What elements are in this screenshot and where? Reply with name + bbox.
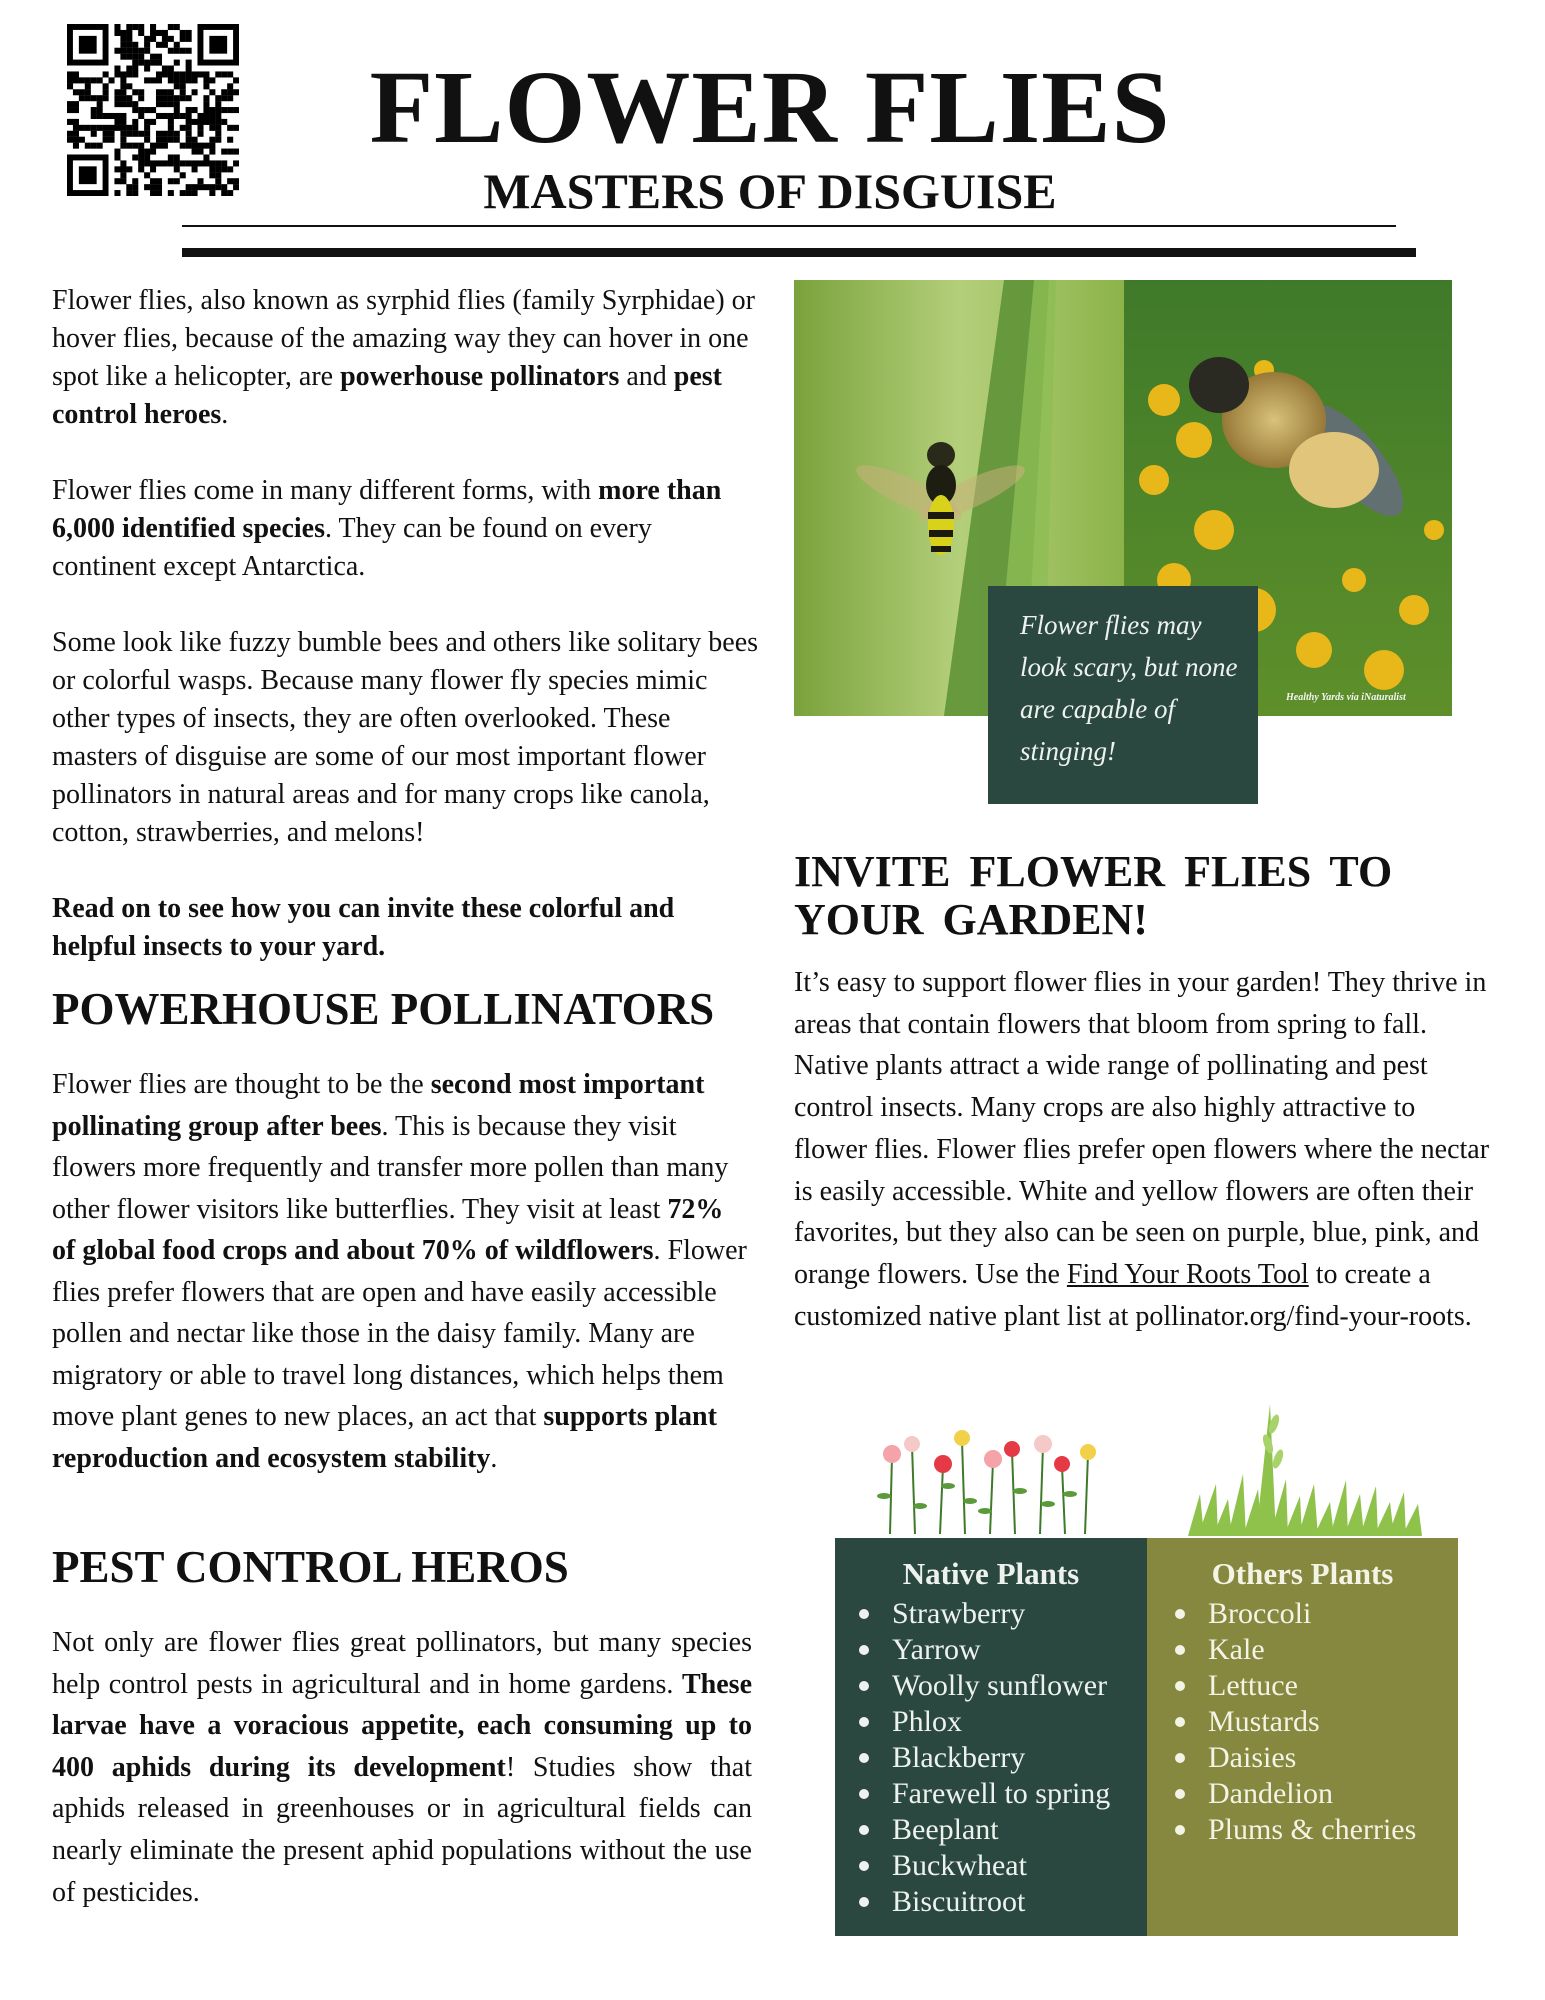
text-run: . This is because they visit flowers more frequently and transfer more pollen than many other flower visitors like butterflies. They visit at least [52, 1110, 729, 1225]
bullet-icon [1175, 1681, 1185, 1691]
plant-name: Farewell to spring [892, 1777, 1111, 1810]
intro-paragraph-3 [52, 624, 762, 852]
bold-text: second most important pollinating group after bees [52, 1069, 705, 1142]
bullet-icon [859, 1609, 869, 1619]
plant-name: Phlox [892, 1705, 963, 1738]
other-plants-title: Others Plants [1211, 1556, 1394, 1591]
native-plants-box [835, 1538, 1147, 1936]
pollinators-paragraph [52, 1064, 752, 1479]
page-subtitle: MASTERS OF DISGUISE [483, 163, 1057, 219]
bold-text: Read on to see how you can invite these colorful and helpful insects to your yard. [52, 893, 675, 962]
intro-paragraph-1 [52, 282, 762, 434]
photo-caption: Flower flies may look scary, but none are capable of stinging! [1020, 610, 1238, 766]
header-divider-thin [182, 225, 1396, 227]
bold-text: powerhouse pollinators [340, 361, 620, 392]
text-run: . Flower flies prefer flowers that are open and have easily accessible pollen and nectar like those in the daisy family. Many are migratory or able to travel long distances, which helps them move plant genes to new places, an act that [52, 1235, 747, 1432]
plant-list-item [845, 1884, 1147, 1920]
bullet-icon [859, 1861, 869, 1871]
plant-name: Biscuitroot [892, 1885, 1026, 1918]
plant-name: Blackberry [892, 1741, 1026, 1774]
plant-list-item [1161, 1668, 1458, 1704]
text-run: . They can be found on every continent except Antarctica. [52, 513, 652, 582]
native-plants-list [845, 1596, 1147, 1920]
pest-control-section [52, 1622, 752, 1913]
pollinators-heading: POWERHOUSE POLLINATORS [52, 984, 715, 1034]
qr-code[interactable] [67, 24, 239, 196]
intro-paragraph-2 [52, 472, 762, 586]
page-title: FLOWER FLIES [369, 50, 1171, 165]
native-plants-title: Native Plants [902, 1556, 1080, 1591]
other-plants-list [1161, 1596, 1458, 1848]
text-run: . [221, 399, 229, 430]
invite-text-start: It’s easy to support flower flies in your garden! They thrive in areas that contain flowers that bloom from spring to fall. Native plants attract a wide range of pollinating and pest control insects. Many crops are also highly attractive to flower flies. Flower flies prefer open flowers where the nectar is easily accessible. White and yellow flowers are often their favorites, but they also can be seen on purple, blue, pink, and orange flowers. Use the [794, 967, 1490, 1290]
text-run: ! Studies show that aphids released in greenhouses or in agricultural fields can nearly eliminate the present aphid populations without the use of pesticides. [52, 1751, 752, 1908]
plant-name: Plums & cherries [1208, 1813, 1417, 1846]
text-run: . [490, 1442, 498, 1474]
text-run: and [619, 361, 674, 392]
plant-list-item [1161, 1704, 1458, 1740]
header-divider-thick [182, 248, 1416, 257]
other-plants-box [1147, 1538, 1458, 1936]
bullet-icon [1175, 1645, 1185, 1655]
plant-name: Kale [1208, 1633, 1265, 1666]
bold-text: These larvae have a voracious appetite, each consuming up to 400 aphids during its development [52, 1668, 752, 1783]
text-run: Not only are flower flies great pollinators, but many species help control pests in agricultural and in home gardens. [52, 1627, 752, 1700]
plant-list-item [845, 1704, 1147, 1740]
plant-name: Strawberry [892, 1597, 1026, 1630]
bold-text: 72% of global food crops and about 70% of wildflowers [52, 1193, 724, 1266]
plant-list-item [1161, 1632, 1458, 1668]
text-run: Flower flies come in many different forms, with [52, 475, 599, 506]
plant-list-item [845, 1776, 1147, 1812]
plant-name: Yarrow [892, 1633, 981, 1666]
bullet-icon [1175, 1717, 1185, 1727]
photo-credit: Healthy Yards via iNaturalist [1286, 692, 1406, 703]
bullet-icon [859, 1681, 869, 1691]
bullet-icon [859, 1645, 869, 1655]
bullet-icon [859, 1717, 869, 1727]
pest-control-paragraph [52, 1622, 752, 1913]
plant-name: Beeplant [892, 1813, 999, 1846]
find-your-roots-link[interactable]: Find Your Roots Tool [1066, 1258, 1309, 1290]
invite-heading: INVITE FLOWER FLIES TO YOUR GARDEN! [794, 847, 1393, 944]
bullet-icon [1175, 1789, 1185, 1799]
plant-name: Lettuce [1208, 1669, 1298, 1702]
plant-list-item [1161, 1596, 1458, 1632]
invite-paragraph [794, 962, 1494, 1337]
bullet-icon [859, 1897, 869, 1907]
bullet-icon [1175, 1825, 1185, 1835]
pest-control-heading: PEST CONTROL HEROS [52, 1542, 569, 1592]
text-run: Flower flies are thought to be the [52, 1069, 431, 1100]
pollinators-section [52, 1064, 752, 1479]
plant-name: Broccoli [1208, 1597, 1312, 1630]
plant-list-item [845, 1668, 1147, 1704]
intro-section [52, 282, 762, 1004]
bold-text: supports plant reproduction and ecosystem stability [52, 1401, 717, 1474]
plant-list-item [845, 1740, 1147, 1776]
intro-call-to-action [52, 890, 762, 966]
plant-list-item [845, 1848, 1147, 1884]
plant-list-item [845, 1812, 1147, 1848]
grass-illustration [1188, 1384, 1422, 1536]
plant-name: Mustards [1208, 1705, 1320, 1738]
text-run: Flower flies, also known as syrphid flies (family Syrphidae) or hover flies, because of the amazing way they can hover in one spot like a helicopter, are [52, 285, 755, 392]
invite-text-end: to create a customized native plant list at pollinator.org/find-your-roots. [794, 1258, 1472, 1332]
plant-name: Woolly sunflower [892, 1669, 1108, 1702]
bullet-icon [1175, 1609, 1185, 1619]
flowers-illustration [870, 1416, 1100, 1534]
plant-list-item [845, 1596, 1147, 1632]
plant-list-item [1161, 1776, 1458, 1812]
plant-list-item [1161, 1740, 1458, 1776]
text-run: Some look like fuzzy bumble bees and others like solitary bees or colorful wasps. Because many flower fly species mimic other types of insects, they are often overlooked. These masters of disguise are some of our most important flower pollinators in natural areas and for many crops like canola, cotton, strawberries, and melons! [52, 627, 759, 848]
bullet-icon [1175, 1753, 1185, 1763]
bold-text: pest control heroes [52, 361, 723, 430]
invite-section [794, 962, 1494, 1337]
plant-name: Daisies [1208, 1741, 1297, 1774]
bullet-icon [859, 1825, 869, 1835]
plant-list-item [845, 1632, 1147, 1668]
plant-list-item [1161, 1812, 1458, 1848]
bold-text: more than 6,000 identified species [52, 475, 722, 544]
bullet-icon [859, 1753, 869, 1763]
plant-name: Dandelion [1208, 1777, 1333, 1810]
bullet-icon [859, 1789, 869, 1799]
plant-name: Buckwheat [892, 1849, 1027, 1882]
